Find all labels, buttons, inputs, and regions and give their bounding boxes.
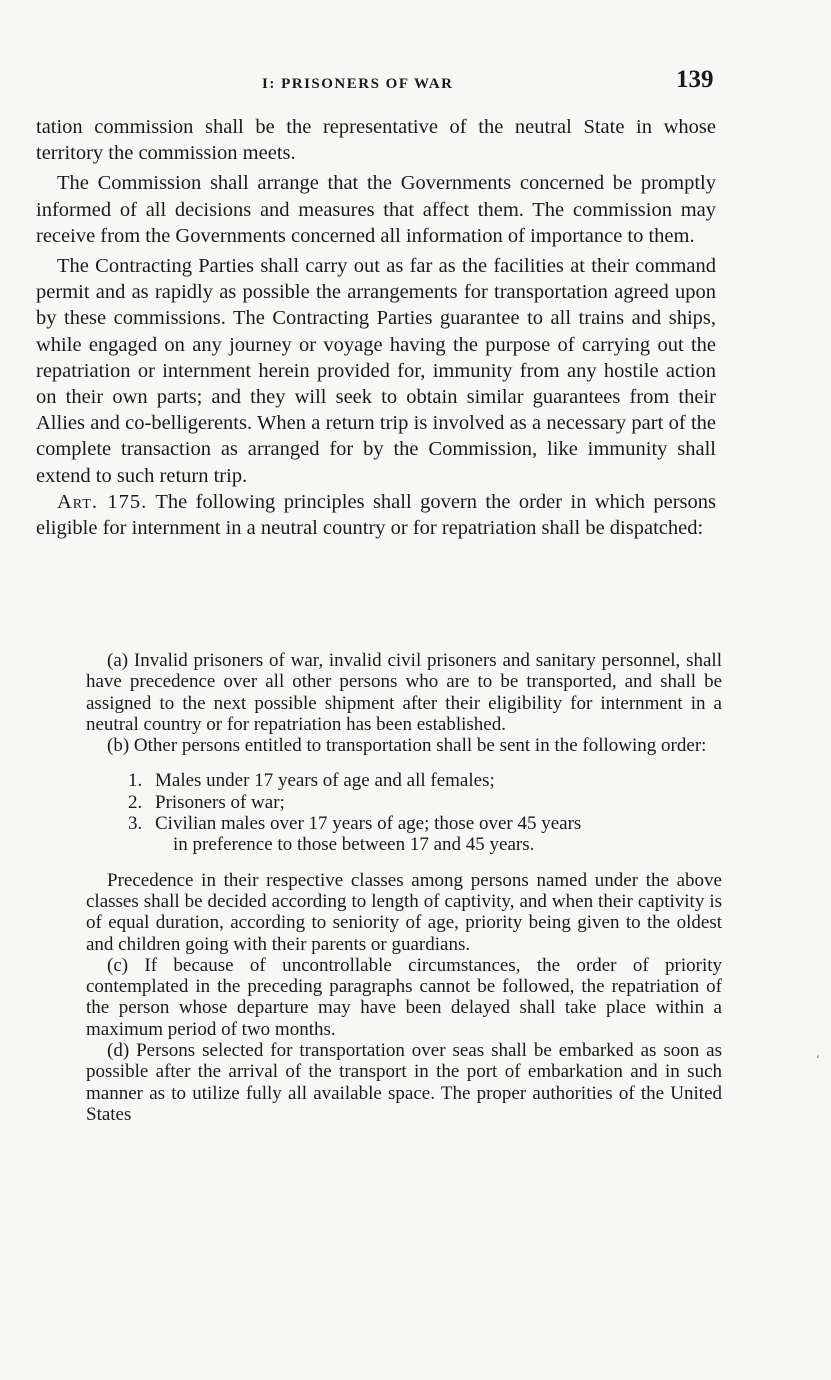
page-number: 139 [676, 66, 714, 93]
list-item [128, 813, 722, 856]
indented-provisions [86, 650, 722, 1125]
list-number: 2. [128, 791, 143, 813]
running-head: I: PRISONERS OF WAR [262, 76, 454, 92]
page-header [0, 66, 831, 96]
provision-d: (d) Persons selected for transportation over seas shall be embarked as soon as possible after the arrival of the transport in the port of embarkation and in such manner as to utilize fully all available space. The proper authorities of the United States [86, 1040, 722, 1125]
list-number: 3. [128, 813, 143, 835]
main-text [36, 114, 716, 541]
margin-mark: ʻ [816, 1052, 820, 1066]
provision-a: (a) Invalid prisoners of war, invalid civil prisoners and sanitary personnel, shall have precedence over all other persons who are to be transported, and shall be assigned to the next possible shipment after their eligibility for internment in a neutral country or for repatriation has been established. [86, 650, 722, 735]
list-text: Males under 17 years of age and all females; [155, 770, 495, 792]
list-item [128, 770, 722, 791]
list-text-continuation: in preference to those between 17 and 45 years. [173, 834, 535, 856]
paragraph-continuation: tation commission shall be the representative of the neutral State in whose territory the commission meets. [36, 116, 716, 165]
list-text [155, 813, 722, 856]
list-text: Prisoners of war; [155, 791, 285, 813]
provision-b: (b) Other persons entitled to transportation shall be sent in the following order: [107, 735, 707, 757]
provision-c: (c) If because of uncontrollable circumstances, the order of priority contemplated in the preceding paragraphs cannot be followed, the repatriation of the person whose departure may have been delayed shall take place within a maximum period of two months. [86, 954, 722, 1040]
paragraph-contracting-parties: The Contracting Parties shall carry out as far as the facilities at their command permit and as rapidly as possible the arrangements for transportation agreed upon by these commissions. The Contracting Parties guarantee to all trains and ships, while engaged on any journey or voyage having the purpose of carrying out the repatriation or internment herein provided for, immunity from any hostile action on their own parts; and they will seek to obtain similar guarantees from their Allies and co-belligerents. When a return trip is involved as a necessary part of the complete transaction as arranged for by the Commission, like immunity shall extend to such return trip. [36, 255, 716, 487]
list-text-line: Civilian males over 17 years of age; those over 45 years [155, 813, 582, 835]
list-number: 1. [128, 770, 143, 792]
paragraph-article-175 [36, 489, 716, 541]
provision-precedence: Precedence in their respective classes among persons named under the above classes shall be decided according to length of captivity, and when their captivity is of equal duration, according to seniority of age, priority being given to the oldest and children going with their parents or guardians. [86, 869, 722, 955]
paragraph-commission: The Commission shall arrange that the Governments concerned be promptly informed of all decisions and measures that affect them. The commission may receive from the Governments concerned all information of importance to them. [36, 172, 716, 247]
priority-list [128, 770, 722, 855]
list-item [128, 792, 722, 813]
article-text: The following principles shall govern the order in which persons eligible for internment in a neutral country or for repatriation shall be dispatched: [36, 490, 716, 540]
article-label: Art. 175. [57, 490, 148, 513]
